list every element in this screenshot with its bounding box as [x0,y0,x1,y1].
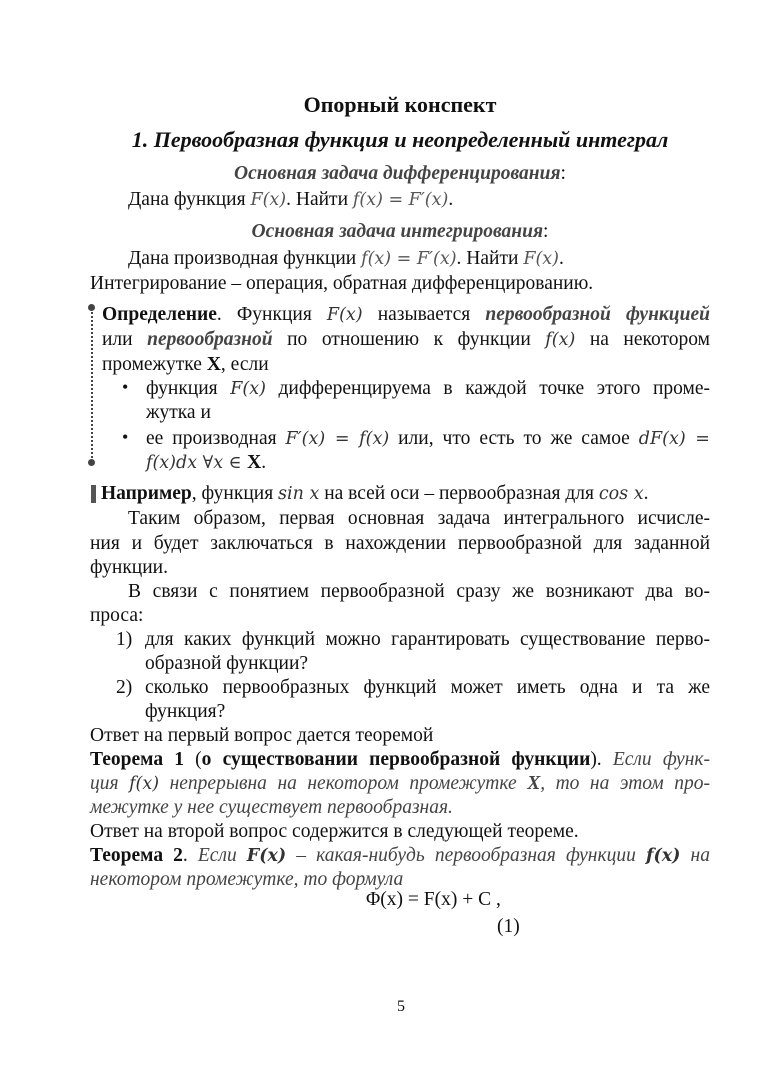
math: sin x [278,484,320,504]
text: на всей оси – первообразная для [319,483,599,504]
math: F(x) [230,379,266,399]
text: , функция [191,483,279,504]
text: . Функция [216,304,327,325]
theorem2-line-2: некотором промежутке, то формула [90,869,404,890]
example-marker-bar [91,485,96,503]
int-task-title [90,220,710,244]
text: ее производная [146,428,286,449]
definition-line-3 [102,353,722,377]
bullet-1-line-1 [146,377,710,401]
math: f(x) [129,774,160,794]
math: F(x) [523,249,559,269]
term: первообразной функцией [485,304,710,325]
math: F(x) [250,190,287,210]
example-label: Например [101,483,192,504]
int-task-line [128,247,748,271]
question-1-line-2: образной функции? [145,653,309,674]
answer-1: Ответ на первый вопрос дается теоремой [90,725,434,746]
term: первообразной [147,329,273,350]
theorem-text: Если функ- [612,749,710,770]
text: на некотором [575,329,710,350]
math: F(x) [246,846,287,866]
para1-line-3: функции. [90,557,168,578]
border-dot-bottom [88,459,95,466]
math: F′(x) = f(x) [285,429,390,449]
theorem-text: Если [197,845,247,866]
text: Дана производная функции [128,248,362,269]
formula-1: Φ(x) = F(x) + C , [366,889,501,910]
text: . [558,248,564,269]
theorem1-name: о существовании первообразной функции [201,749,591,770]
definition-label: Определение [102,304,217,325]
para1-line-2: ния и будет заключаться в нахождении первообразной для заданной [90,533,710,554]
set-x: X [527,773,541,794]
question-2-line-2: функция? [145,701,226,722]
question-2-number: 2) [116,677,133,698]
text: . Найти [456,248,524,269]
theorem-text: – какая-нибудь первообразная функции [286,845,646,866]
answer-2: Ответ на второй вопрос содержится в следующей теореме. [90,821,579,842]
int-task-title-text: Основная задача интегрирования [251,221,544,242]
border-dot-top [88,304,95,311]
bullet-1-line-2: жутка и [146,402,211,423]
text: , если [220,354,269,375]
theorem-text: на [680,845,710,866]
theorem-text: , то на этом про- [540,773,710,794]
theorem-text: непрерывна на некотором промежутке [159,773,528,794]
definition-dotted-border [91,308,93,462]
question-1-line-1: для каких функций можно гарантировать существование перво- [145,629,710,650]
text: . [182,845,198,866]
set-x: X [247,452,262,473]
page-number: 5 [397,998,405,1015]
text: или, что есть то же самое [389,428,639,449]
text: . Найти [286,189,353,210]
question-2-line-1: сколько первообразных функций может иметь одна и та же [145,677,710,698]
text: Дана функция [128,189,251,210]
theorem1-line-1 [90,748,710,772]
math: F(x) [326,305,363,325]
math: f(x) = F′(x) [361,249,457,269]
bullet-icon: • [122,377,129,397]
definition-line-1 [102,303,710,327]
text: . [643,483,649,504]
math: f(x)dx ∀x ∈ [146,453,248,473]
theorem1-line-3: межутке у нее существует первообразная. [90,797,453,818]
text: промежутке [102,354,207,375]
diff-task-title-colon: : [560,163,566,184]
text: функция [146,378,231,399]
int-task-title-colon: : [543,221,549,242]
math: f(x) [645,846,681,866]
theorem2-label: Теорема 2 [90,845,183,866]
example-line [101,482,721,506]
diff-task-title-text: Основная задача дифференцирования [234,163,561,184]
para2-line-2: проса: [90,605,144,626]
diff-task-title [90,162,710,186]
math: f(x) = F′(x) [352,190,449,210]
math: f(x) [545,330,576,350]
equation-number: (1) [497,916,520,937]
text: называется [362,304,486,325]
theorem2-line-1 [90,844,710,868]
theorem1-line-2 [90,772,710,796]
text: ). [590,749,613,770]
text: . [261,452,267,473]
text: дифференцируема в каждой точке этого проме- [265,378,710,399]
para2-line-1: В связи с понятием первообразной сразу же возникают два во- [128,581,710,602]
question-1-number: 1) [116,629,133,650]
set-x: X [206,354,221,375]
bullet-2-line-2 [146,451,764,475]
math: dF(x) = [638,429,710,449]
text: или [102,329,148,350]
para1-line-1: Таким образом, первая основная задача интегрального исчисле- [128,508,710,529]
diff-task-line [128,188,748,212]
text: . [448,189,454,210]
bullet-2-line-1 [146,427,710,451]
section-title: 1. Первообразная функция и неопределенный интеграл [131,127,669,152]
heading: Опорный конспект [303,92,497,117]
text: ( [184,749,202,770]
theorem1-label: Теорема 1 [90,749,184,770]
integration-line: Интегрирование – операция, обратная дифференцированию. [90,273,594,294]
definition-line-2 [102,328,710,352]
bullet-icon: • [122,427,129,447]
math: cos x [598,484,644,504]
text: по отношению к функции [272,329,546,350]
theorem-text: ция [90,773,130,794]
